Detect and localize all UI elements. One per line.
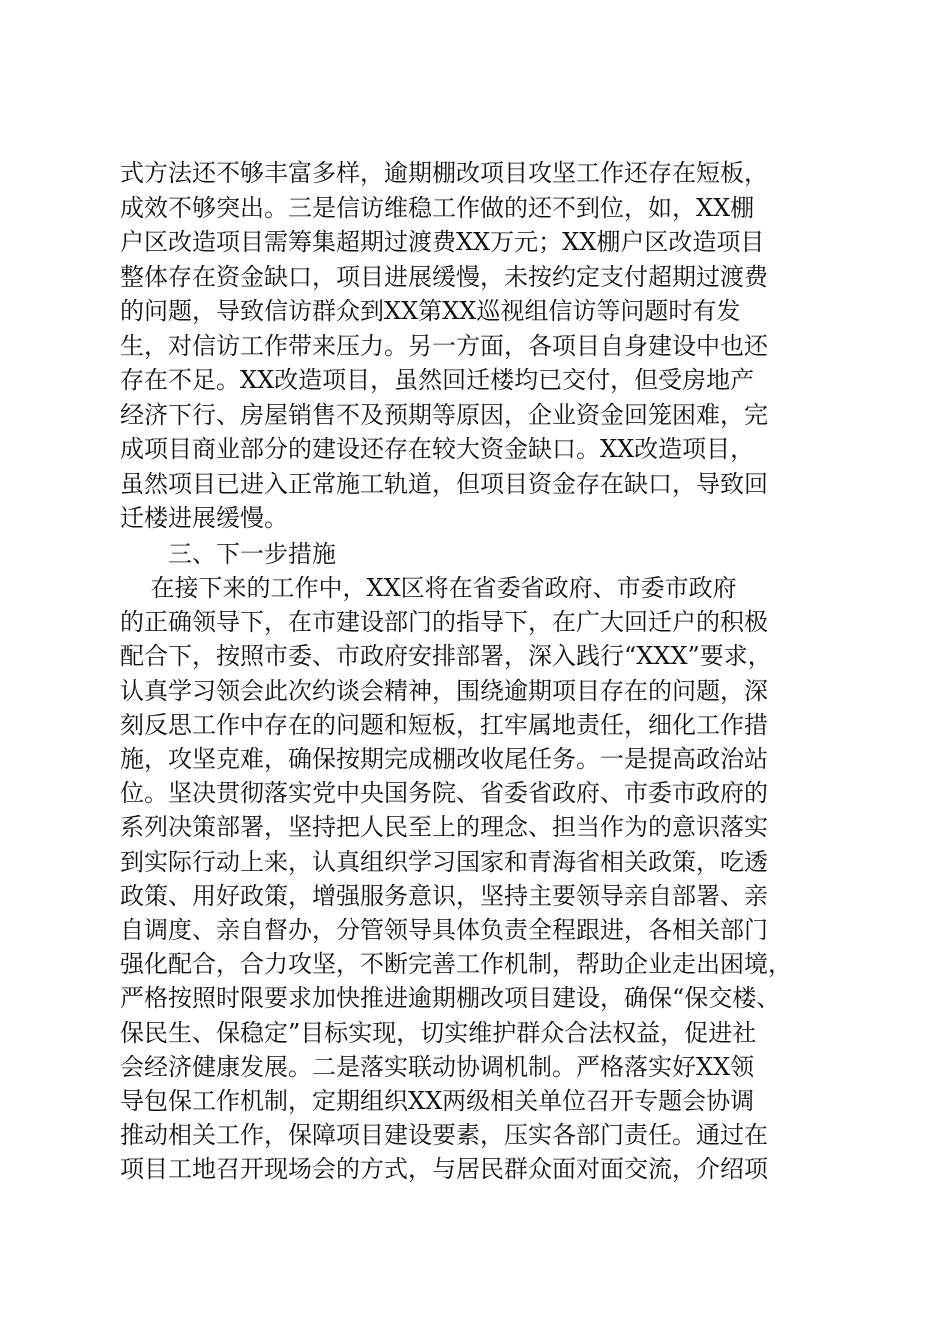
text-line: 生，对信访工作带来压力。另一方面，各项目自身建设中也还 (120, 331, 768, 360)
text-line: 成效不够突出。三是信访维稳工作做的还不到位，如，XX棚 (120, 193, 755, 222)
text-line: 整体存在资金缺口，项目进展缓慢，未按约定支付超期过渡费 (120, 262, 768, 291)
text-line: 导包保工作机制，定期组织XX两级相关单位召开专题会协调 (120, 1087, 755, 1115)
text-line: 到实际行动上来，认真组织学习国家和青海省相关政策，吃透 (120, 847, 768, 876)
text-line: 的问题，导致信访群众到XX第XX巡视组信访等问题时有发 (120, 297, 741, 325)
text-line: 经济下行、房屋销售不及预期等原因，企业资金回笼困难，完 (120, 400, 768, 429)
text-line: 项目工地召开现场会的方式，与居民群众面对面交流，介绍项 (120, 1155, 768, 1184)
text-line: 在接下来的工作中，XX区将在省委省政府、市委市政府 (120, 574, 737, 602)
text-line: 严格按照时限要求加快推进逾期棚改项目建设，确保“保交楼、 (120, 984, 781, 1013)
text-line: 系列决策部署，坚持把人民至上的理念、担当作为的意识落实 (120, 813, 768, 842)
text-line: 保民生、保稳定”目标实现，切实维护群众合法权益，促进社 (120, 1018, 757, 1047)
text-line: 的正确领导下，在市建设部门的指导下，在广大回迁户的积极 (120, 608, 768, 637)
text-line: 推动相关工作，保障项目建设要素，压实各部门责任。通过在 (120, 1121, 768, 1150)
text-line: 认真学习领会此次约谈会精神，围绕逾期项目存在的问题，深 (120, 676, 768, 705)
text-line: 虽然项目已进入正常施工轨道，但项目资金存在缺口，导致回 (120, 469, 768, 498)
text-line: 刻反思工作中存在的问题和短板，扛牢属地责任，细化工作措 (120, 710, 768, 739)
text-line: 存在不足。XX改造项目，虽然回迁楼均已交付，但受房地产 (120, 366, 755, 394)
text-line: 户区改造项目需筹集超期过渡费XX万元；XX棚户区改造项目 (120, 228, 765, 256)
text-line: 强化配合，合力攻坚，不断完善工作机制，帮助企业走出困境， (120, 950, 792, 979)
section-heading: 三、下一步措施 (168, 540, 336, 568)
text-line: 迁楼进展缓慢。 (120, 504, 288, 532)
text-line: 配合下，按照市委、市政府安排部署，深入践行“XXX”要求， (120, 642, 772, 671)
text-line: 政策、用好政策，增强服务意识，坚持主要领导亲自部署、亲 (120, 881, 768, 910)
text-line: 式方法还不够丰富多样，逾期棚改项目攻坚工作还存在短板， (120, 159, 768, 187)
text-line: 成项目商业部分的建设还存在较大资金缺口。XX改造项目， (120, 435, 755, 463)
text-line: 施，攻坚克难，确保按期完成棚改收尾任务。一是提高政治站 (120, 745, 768, 773)
text-line: 会经济健康发展。二是落实联动协调机制。严格落实好XX领 (120, 1052, 755, 1081)
text-line: 位。坚决贯彻落实党中央国务院、省委省政府、市委市政府的 (120, 779, 768, 808)
text-line: 自调度、亲自督办，分管领导具体负责全程跟进，各相关部门 (120, 916, 768, 944)
